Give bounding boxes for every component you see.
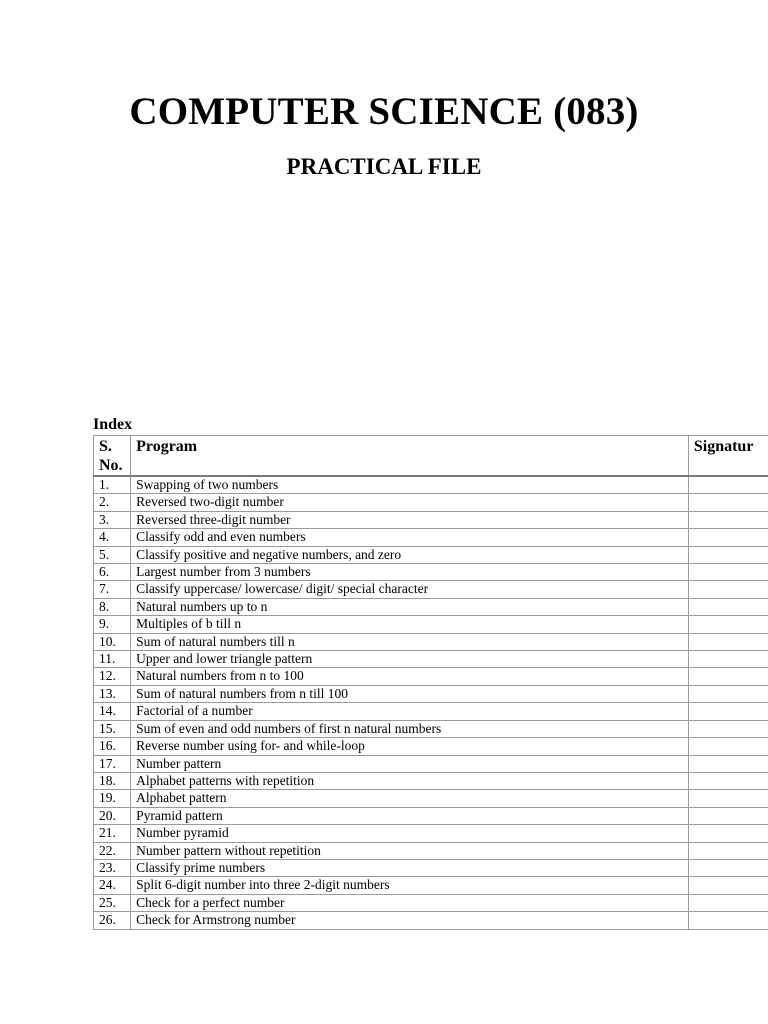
row-sno: 25.	[94, 894, 131, 911]
row-program: Classify prime numbers	[131, 859, 689, 876]
header-row	[94, 436, 768, 477]
row-sno: 2.	[94, 494, 131, 511]
signature-column-header: Signatur	[688, 436, 768, 477]
row-sno: 4.	[94, 529, 131, 546]
table-row	[94, 529, 768, 546]
document-subtitle: PRACTICAL FILE	[286, 154, 482, 179]
row-sno: 23.	[94, 859, 131, 876]
row-signature-cell	[688, 529, 768, 546]
table-row	[94, 790, 768, 807]
row-signature-cell	[688, 511, 768, 528]
row-signature-cell	[688, 616, 768, 633]
index-table-body	[94, 476, 768, 929]
row-sno: 20.	[94, 807, 131, 824]
row-signature-cell	[688, 877, 768, 894]
row-sno: 14.	[94, 703, 131, 720]
row-sno: 9.	[94, 616, 131, 633]
row-program: Check for Armstrong number	[131, 912, 689, 929]
row-sno: 10.	[94, 633, 131, 650]
table-row	[94, 546, 768, 563]
row-sno: 24.	[94, 877, 131, 894]
row-program: Sum of natural numbers till n	[131, 633, 689, 650]
row-signature-cell	[688, 703, 768, 720]
row-program: Natural numbers from n to 100	[131, 668, 689, 685]
table-row	[94, 912, 768, 929]
row-sno: 22.	[94, 842, 131, 859]
row-program: Swapping of two numbers	[131, 476, 689, 494]
table-row	[94, 738, 768, 755]
row-signature-cell	[688, 668, 768, 685]
table-row	[94, 842, 768, 859]
document-title: COMPUTER SCIENCE (083)	[129, 90, 639, 133]
row-program: Reversed two-digit number	[131, 494, 689, 511]
row-program: Sum of natural numbers from n till 100	[131, 685, 689, 702]
table-row	[94, 877, 768, 894]
row-signature-cell	[688, 894, 768, 911]
row-sno: 1.	[94, 476, 131, 494]
row-signature-cell	[688, 738, 768, 755]
table-row	[94, 651, 768, 668]
row-signature-cell	[688, 772, 768, 789]
table-row	[94, 581, 768, 598]
row-sno: 13.	[94, 685, 131, 702]
row-signature-cell	[688, 790, 768, 807]
table-row	[94, 772, 768, 789]
table-row	[94, 685, 768, 702]
row-sno: 16.	[94, 738, 131, 755]
row-sno: 26.	[94, 912, 131, 929]
table-row	[94, 616, 768, 633]
row-program: Reversed three-digit number	[131, 511, 689, 528]
row-program: Natural numbers up to n	[131, 598, 689, 615]
row-program: Check for a perfect number	[131, 894, 689, 911]
row-program: Number pattern without repetition	[131, 842, 689, 859]
row-program: Classify uppercase/ lowercase/ digit/ special character	[131, 581, 689, 598]
row-signature-cell	[688, 546, 768, 563]
row-program: Alphabet pattern	[131, 790, 689, 807]
row-sno: 18.	[94, 772, 131, 789]
row-program: Multiples of b till n	[131, 616, 689, 633]
row-sno: 6.	[94, 564, 131, 581]
row-signature-cell	[688, 633, 768, 650]
row-sno: 19.	[94, 790, 131, 807]
table-row	[94, 564, 768, 581]
table-row	[94, 859, 768, 876]
row-sno: 21.	[94, 825, 131, 842]
table-row	[94, 598, 768, 615]
row-signature-cell	[688, 651, 768, 668]
table-row	[94, 807, 768, 824]
row-program: Classify odd and even numbers	[131, 529, 689, 546]
table-row	[94, 511, 768, 528]
row-sno: 5.	[94, 546, 131, 563]
row-sno: 3.	[94, 511, 131, 528]
table-row	[94, 633, 768, 650]
index-table-header	[94, 436, 768, 477]
row-signature-cell	[688, 564, 768, 581]
row-program: Alphabet patterns with repetition	[131, 772, 689, 789]
row-signature-cell	[688, 598, 768, 615]
row-signature-cell	[688, 581, 768, 598]
row-program: Sum of even and odd numbers of first n natural numbers	[131, 720, 689, 737]
row-signature-cell	[688, 859, 768, 876]
table-row	[94, 476, 768, 494]
row-signature-cell	[688, 825, 768, 842]
row-sno: 8.	[94, 598, 131, 615]
row-program: Largest number from 3 numbers	[131, 564, 689, 581]
sno-column-header: S. No.	[94, 436, 131, 477]
row-program: Classify positive and negative numbers, and zero	[131, 546, 689, 563]
row-program: Number pattern	[131, 755, 689, 772]
row-signature-cell	[688, 494, 768, 511]
row-sno: 12.	[94, 668, 131, 685]
row-signature-cell	[688, 912, 768, 929]
row-signature-cell	[688, 720, 768, 737]
index-heading: Index	[93, 416, 133, 433]
table-row	[94, 703, 768, 720]
row-signature-cell	[688, 476, 768, 494]
row-program: Reverse number using for- and while-loop	[131, 738, 689, 755]
row-signature-cell	[688, 755, 768, 772]
row-program: Split 6-digit number into three 2-digit numbers	[131, 877, 689, 894]
table-row	[94, 894, 768, 911]
table-row	[94, 720, 768, 737]
row-signature-cell	[688, 685, 768, 702]
table-row	[94, 668, 768, 685]
row-program: Pyramid pattern	[131, 807, 689, 824]
index-table	[93, 435, 768, 930]
row-sno: 7.	[94, 581, 131, 598]
row-signature-cell	[688, 807, 768, 824]
program-column-header: Program	[131, 436, 689, 477]
table-row	[94, 825, 768, 842]
row-sno: 15.	[94, 720, 131, 737]
row-signature-cell	[688, 842, 768, 859]
row-program: Factorial of a number	[131, 703, 689, 720]
row-sno: 17.	[94, 755, 131, 772]
table-row	[94, 755, 768, 772]
row-sno: 11.	[94, 651, 131, 668]
row-program: Upper and lower triangle pattern	[131, 651, 689, 668]
table-row	[94, 494, 768, 511]
row-program: Number pyramid	[131, 825, 689, 842]
